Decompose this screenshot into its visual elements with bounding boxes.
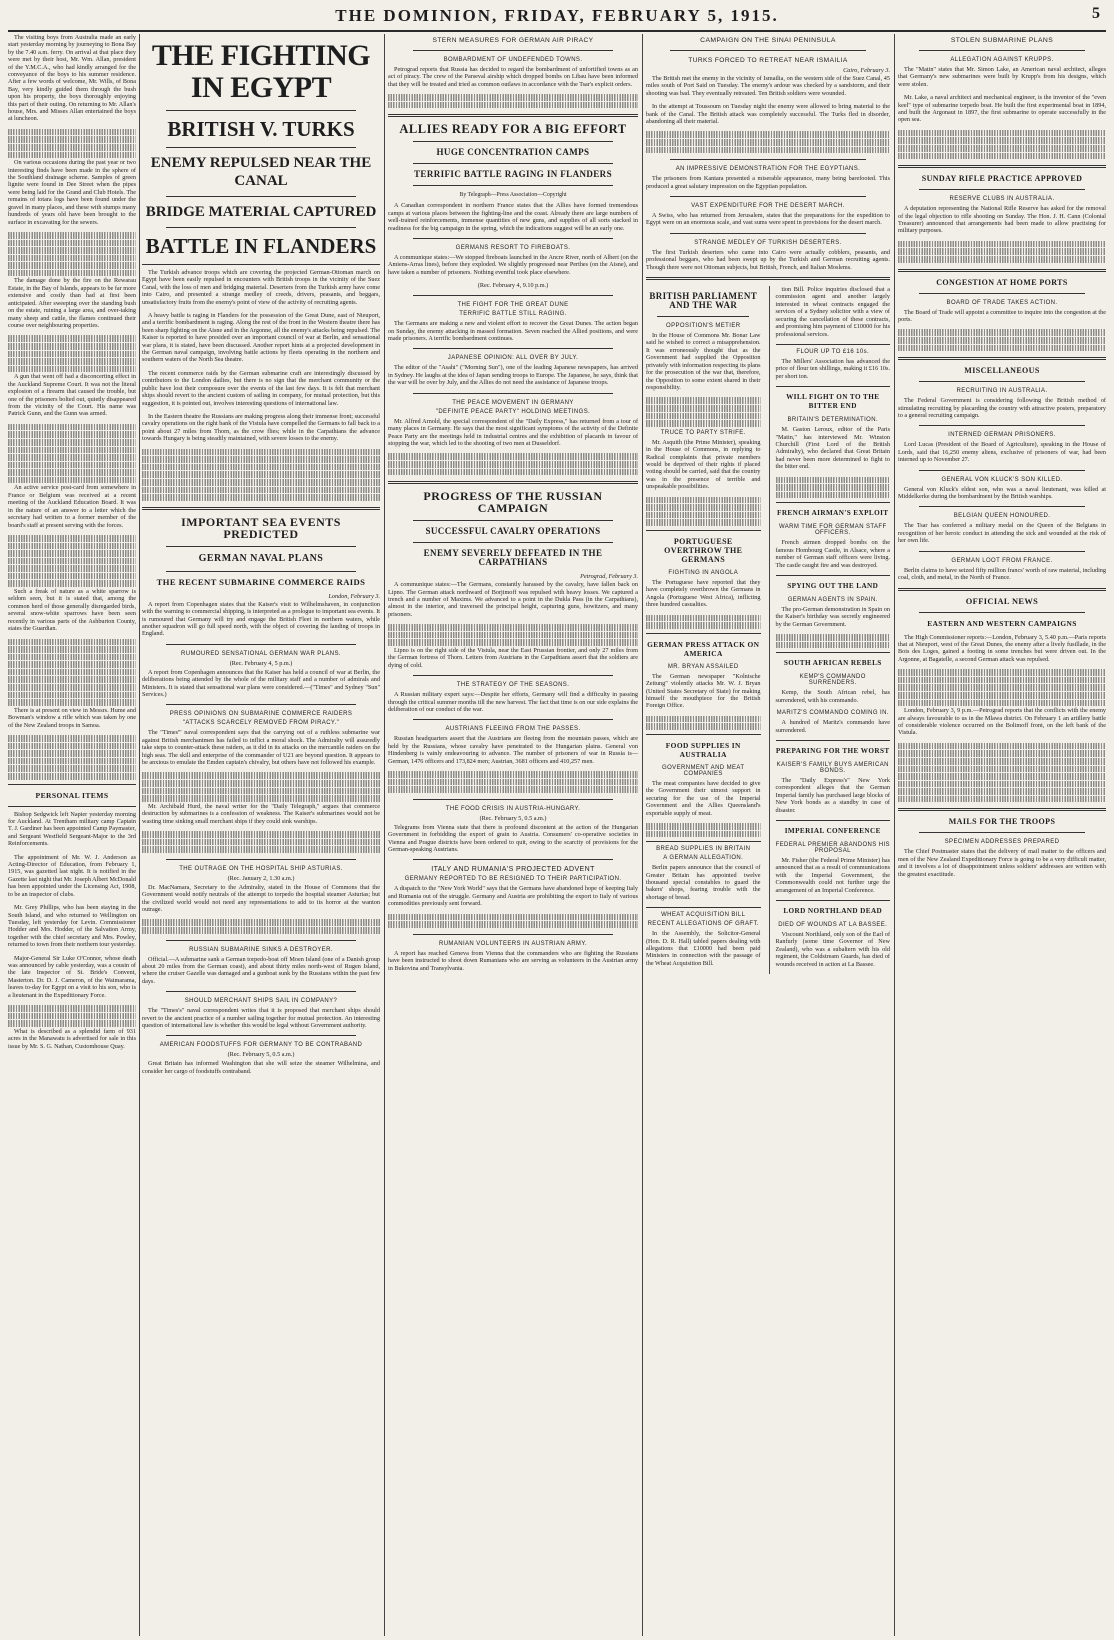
article-paragraph: Mr. Archibald Hurd, the naval writer for the "Daily Telegraph," argues that commerce destruction by submarines is a confession of weakness. The Kaiser's submarines would not be wasting time sinking small merchant ships if they could sink warships. bbox=[142, 802, 380, 825]
headline: IMPERIAL CONFERENCE bbox=[784, 827, 881, 836]
subheading: THE PEACE MOVEMENT IN GERMANY bbox=[452, 399, 574, 406]
article-paragraph: Great Britain has informed Washington that she will seize the steamer Wilhelmina, and consider her cargo of foodstuffs contraband. bbox=[142, 1060, 380, 1075]
headline: PROGRESS OF THE RUSSIAN CAMPAIGN bbox=[423, 489, 603, 516]
column-2 bbox=[142, 34, 380, 1636]
page-number: 5 bbox=[1092, 5, 1100, 22]
subheading: BELGIAN QUEEN HONOURED. bbox=[953, 513, 1051, 520]
subheading: KEMP'S COMMANDO SURRENDERS. bbox=[799, 674, 866, 687]
subheading: "DEFINITE PEACE PARTY" HOLDING MEETINGS. bbox=[435, 408, 591, 415]
subheading: THE FOOD CRISIS IN AUSTRIA-HUNGARY. bbox=[445, 805, 581, 812]
subheading: TRUCE TO PARTY STRIFE. bbox=[660, 429, 746, 436]
article-paragraph: In the attempt at Toussoum on Tuesday night the enemy were allowed to bring material to the bank of the Canal. The British attack was completely successful. The Turks fled in disorder, abandoning all their material. bbox=[646, 103, 890, 126]
article-paragraph: A communique states:—The Germans, constantly harassed by the cavalry, have fallen back on Lipno. The German attack northward of Borjimoff was repulsed with heavy losses. We captured a trench and a number of Maxims. We advanced to a point in the Dukla Pass (in the Carpathians), almost in the interior, and traversed the principal height, capturing guns, howitzers, and many prisoners. bbox=[388, 581, 638, 618]
subheading: MR. BRYAN ASSAILED bbox=[667, 663, 739, 670]
subheading: FEDERAL PREMIER ABANDONS HIS PROPOSAL bbox=[775, 842, 890, 855]
article-paragraph: On various occasions during the past year or two interesting finds have been made in the sphere of the Southland drainage scheme. Samples of green lignite were found in Dee Street when the pipes were being laid for the Grand and Club Hotels. The remains of totara logs have been found under the gravel in many places, and these with stumps many hundreds of years old have been brought to the surface in excavating for the sewers. bbox=[8, 159, 136, 226]
article-paragraph: Viscount Northland, only son of the Earl of Ranfurly (some time Governor of New Zealand), who was a subaltern with his old regiment, the Coldstream Guards, has died of wounds received in action at La Bassee. bbox=[775, 931, 890, 968]
article-paragraph: Russian headquarters assert that the Austrians are fleeing from the mountain passes, which are held by the Russians, whose cavalry have penetrated to the Hungarian plains. General von Hindenberg is vainly endeavouring to advance. The number of prisoners of war in Russia is—German, 1476 officers and 173,824 men; Austrian, 3681 officers and 410,257 men. bbox=[388, 735, 638, 765]
headline: LORD NORTHLAND DEAD bbox=[783, 907, 883, 916]
subheading: BOARD OF TRADE TAKES ACTION. bbox=[946, 299, 1058, 306]
article-paragraph: A Russian military expert says:—Despite her efforts, Germany will find a difficulty in passing through the critical summer months till the new harvest. The fact that time is on our side explains the deliberation of our conduct of the war. bbox=[388, 691, 638, 713]
column-5 bbox=[898, 34, 1106, 1636]
subheading: THE FIGHT FOR THE GREAT DUNE bbox=[457, 302, 569, 309]
article-paragraph: A hundred of Maritz's commando have surrendered. bbox=[775, 719, 890, 734]
masthead-rule bbox=[8, 30, 1106, 32]
subheading: CAMPAIGN ON THE SINAI PENINSULA bbox=[700, 37, 836, 44]
headline: BRITISH V. TURKS bbox=[167, 117, 355, 141]
article-paragraph: tion Bill. Police inquiries disclosed that a commission agent and another largely interested in wheat contracts engaged the services of a Sydney solicitor with a view of securing the cancellation of these contracts, and promising him payment of £10000 for his professional services. bbox=[775, 286, 890, 338]
subheading: BOMBARDMENT OF UNDEFENDED TOWNS. bbox=[443, 57, 583, 63]
article-paragraph: The British met the enemy in the vicinity of Ismailia, on the western side of the Suez Canal, 45 miles south of Port Said on Tuesday. The enemy's ardour was checked by a sandstorm, and their shooting was bad. They eventually retreated. Ten British soldiers were wounded. bbox=[646, 75, 890, 97]
article-paragraph: The Tsar has conferred a military medal on the Queen of the Belgians in recognition of her heroic conduct in attending the sick and wounded at the risk of her own life. bbox=[898, 522, 1106, 545]
subheading: ITALY AND RUMANIA'S PROJECTED ADVENT bbox=[431, 866, 595, 874]
received-date: (Rec. February 4, 5 p.m.) bbox=[229, 659, 293, 667]
article-paragraph: Telegrams from Vienna state that there is profound discontent at the action of the Hungarian Government in forbidding the export of grain to Austria. Consumers' co-operative societies in Vienna and Prague districts have been ordered to quit, owing to the scarcity of provisions for the German-speaking Austrians. bbox=[388, 823, 638, 853]
subheading: STOLEN SUBMARINE PLANS bbox=[950, 37, 1054, 44]
headline: MISCELLANEOUS bbox=[964, 366, 1040, 376]
subheading: THE OUTRAGE ON THE HOSPITAL SHIP ASTURIAS. bbox=[179, 865, 343, 872]
article-paragraph: The Chief Postmaster states that the delivery of mail matter to the officers and men of the New Zealand Expeditionary Force is going to be a very difficult matter, and it involves a lot of disappointment unless soldiers' addresses are written with the greatest exactitude. bbox=[898, 848, 1106, 878]
article-paragraph: An active service post-card from somewhere in France or Belgium was received at a recent meeting of the Auckland Education Board. It was in the nature of an answer to a letter which the secretary had written to a former member of the board's staff at present serving with the forces. bbox=[8, 484, 136, 529]
subheading: GERMAN LOOT FROM FRANCE. bbox=[951, 557, 1053, 564]
column-rule bbox=[642, 34, 643, 1636]
headline: FOOD SUPPLIES IN AUSTRALIA bbox=[665, 740, 741, 759]
headline: SOUTH AFRICAN REBELS bbox=[783, 659, 882, 668]
article-paragraph: Such a freak of nature as a white sparrow is seldom seen, but it is stated that, among the common herd of those generally disregarded birds, several snow-white sparrows have been seen recently in various parts of the Ashburton County, states the Guardian. bbox=[8, 588, 136, 633]
column-4-left bbox=[646, 286, 761, 974]
received-date: (Rec. February 5, 0.5 a.m.) bbox=[227, 1051, 295, 1059]
article-paragraph: In the Assembly, the Solicitor-General (Hon. D. R. Hall) tabled papers dealing with allegations that £10000 had been paid Ministers in connection with the passage of the Wheat Acquisition Bill. bbox=[646, 930, 761, 967]
subheading: VAST EXPENDITURE FOR THE DESERT MARCH. bbox=[691, 203, 845, 210]
subheading: STERN MEASURES FOR GERMAN AIR PIRACY bbox=[432, 37, 594, 44]
article-paragraph: The "Times's" naval correspondent writes that it is proposed that merchant ships should revert to the ancient practice of a number sailing together for mutual protection. An interesting question of international law is whether this would be legal without Government authority. bbox=[142, 1007, 380, 1029]
article-paragraph: The editor of the "Asahi" ("Morning Sun"), one of the leading Japanese newspapers, has arrived in Sydney. He laughs at the idea of Japan sending troops to Europe. The Japanese, he says, think that the war will be over by July, and the Allies do not need the assistance of Japanese troops. bbox=[388, 364, 638, 387]
article-paragraph: The damage done by the fire on the Rewarau Estate, in the Bay of Islands, appears to be far more extensive and costly than had at first been anticipated. After sweeping over the standing bush on the estate, ruining a large area, and over-taking many sheep and cattle, the flames continued their course over neighbouring properties. bbox=[8, 277, 136, 329]
article-paragraph: The visiting boys from Australia made an early start yesterday morning by journeying to Bona Bay by the 7.40 a.m. ferry. On arrival at that place they were met by their host, Mr. Wm. Allan, president of the Y.M.C.A., who had kindly arranged for the conveyance of the boys to his summer residence. After a few words of welcome, Mr. Wills, of Bona Bay, very kindly guided them through the bush upon his property, the boys thoroughly enjoying this part of their outing. On returning to Mr. Allan's house, Mrs. and Misses Allan entertained the boys at luncheon. bbox=[8, 34, 136, 123]
article-paragraph: General von Kluck's eldest son, who was a naval lieutenant, was killed at Middelkerke during the bombardment by the British warships. bbox=[898, 485, 1106, 501]
article-paragraph: A report has reached Geneva from Vienna that the commanders who are fighting the Russians have been instructed to shoot down Rumanians who are serving as volunteers in the Austrian army in Bukovina and Transylvania. bbox=[388, 949, 638, 972]
headline: TERRIFIC BATTLE RAGING IN FLANDERS bbox=[414, 169, 612, 180]
article-paragraph: There is at present on view in Messrs. Hume and Bowman's window a rifle which was taken by one of the New Zealand troops in Samoa. bbox=[8, 706, 136, 729]
subheading: A GERMAN ALLEGATION. bbox=[663, 855, 744, 862]
article-paragraph: Mr. Asquith (the Prime Minister), speaking in the House of Commons, in replying to Radical complaints that private members would be deprived of their rights if placed voting should be carried, said that the country was in the presence of terrible and unspeakable possibilities. bbox=[646, 438, 761, 491]
headline: BRIDGE MATERIAL CAPTURED bbox=[145, 204, 377, 220]
article-paragraph: In the House of Commons Mr. Bonar Law said he wished to correct a misapprehension. It was erroneously thought that as the Government had supplied the Opposition privately with information respecting its plans for the prosecution of the war that, therefore, the Opposition to some extent shared in their responsibility. bbox=[646, 332, 761, 391]
article-paragraph: Dr. MacNamara, Secretary to the Admiralty, stated in the House of Commons that the Government would notify neutrals of the attempt to torpedo the hospital steamer Asturias; but the civilized world would not need any representations to add to its horror at the wanton outrage. bbox=[142, 883, 380, 913]
press-credit: By Telegraph—Press Association—Copyright bbox=[459, 192, 567, 199]
article-paragraph: Mr. Alfred Arnold, the special correspondent of the "Daily Express," has returned from a tour of many places in Germany. He says that the most significant symptoms of the activity of the Definite Peace Party are the meetings held in industrial centres and the exhibition of placards in favour of stopping the war, which led to the shooting of two men at Dusseldorf. bbox=[388, 417, 638, 447]
subheading: THE STRATEGY OF THE SEASONS. bbox=[456, 682, 570, 689]
article-paragraph: Petrograd reports that Russia has decided to regard the bombardment of unfortified towns as an act of piracy. The crew of the Parseval airship which dropped bombs on Libau have been informed that they will be treated and tried as common outlaws in accordance with the Tsar's explicit orders. bbox=[388, 66, 638, 88]
dateline: Petrograd, February 3. bbox=[580, 573, 638, 581]
dateline: Cairo, February 3. bbox=[843, 67, 890, 74]
subheading: RESERVE CLUBS IN AUSTRALIA. bbox=[949, 196, 1055, 203]
received-date: (Rec. February 5, 0.5 a.m.) bbox=[479, 814, 547, 822]
subheading: FIGHTING IN ANGOLA bbox=[668, 569, 739, 576]
subheading: INTERNED GERMAN PRISONERS. bbox=[948, 432, 1056, 439]
headline: SUCCESSFUL CAVALRY OPERATIONS bbox=[425, 526, 601, 537]
masthead-title: THE DOMINION, FRIDAY, FEBRUARY 5, 1915. bbox=[335, 6, 779, 25]
article-paragraph: Berlin claims to have seized fifty million francs' worth of raw material, including coal, cloth, and metal, in the North of France. bbox=[898, 566, 1106, 582]
headline: MAILS FOR THE TROOPS bbox=[948, 817, 1056, 827]
headline: PREPARING FOR THE WORST bbox=[775, 747, 890, 755]
article-paragraph: Major-General Sir Luke O'Connor, whose death was announced by cable yesterday, was a cousin of the late Inspector of St. Bride's Convent, Masterton. Dr. D. J. Cameron, of the Waimarama, leaves to-day for Egypt on a visit to his son, who is a lieutenant in the Expeditionary Force. bbox=[8, 954, 136, 999]
article-paragraph: The Portuguese have reported that they have completely overthrown the Germans in Angola (Portuguese West Africa), inflicting three hundred casualties. bbox=[646, 578, 761, 609]
subheading: WHEAT ACQUISITION BILL bbox=[661, 912, 746, 919]
headline: FRENCH AIRMAN'S EXPLOIT bbox=[777, 509, 889, 518]
column-rule bbox=[384, 34, 385, 1636]
article-paragraph: The prisoners from Kantara presented a miserable appearance, many being barefooted. This produced a great salutary impression on the Egyptian population. bbox=[646, 175, 890, 190]
subheading: PRESS OPINIONS ON SUBMARINE COMMERCE RAIDERS bbox=[169, 711, 353, 718]
headline: HUGE CONCENTRATION CAMPS bbox=[436, 147, 590, 158]
subheading: GOVERNMENT AND MEAT COMPANIES bbox=[662, 764, 745, 777]
subheading: GENERAL VON KLUCK'S SON KILLED. bbox=[941, 476, 1063, 483]
subheading: SPECIMEN ADDRESSES PREPARED bbox=[944, 839, 1060, 846]
article-paragraph: A deputation representing the National Rifle Reserve has asked for the removal of the legal objection to rifle shooting on Sunday. The Hon. J. H. Cann (Colonial Treasurer) announced that arrangements had been made to allow practising for military purposes. bbox=[898, 205, 1106, 235]
article-paragraph: The German newspaper "Kolnische Zeitung" violently attacks Mr. W. J. Bryan (United States Secretary of State) for making himself the mouthpiece for the British Foreign Office. bbox=[646, 672, 761, 710]
subheading: STRANGE MEDLEY OF TURKISH DESERTERS. bbox=[694, 239, 842, 246]
subheading: RUMANIAN VOLUNTEERS IN AUSTRIAN ARMY. bbox=[438, 940, 588, 947]
article-paragraph: The "Daily Express's" New York correspondent alleges that the German Imperial family has purchased large blocks of New York bonds as a standby in case of disaster. bbox=[775, 777, 890, 814]
headline: ALLIES READY FOR A BIG EFFORT bbox=[399, 122, 627, 137]
article-paragraph: The "Times'" naval correspondent says that the carrying out of a ruthless submarine war against British merchantmen has failed to inflict a moral shock. The Admiralty will assuredly take steps to counter-attack these raiders, as it did in its attacks on the mercantile raiders on the high seas. The skill and enterprise of the commander of U21 are beyond question. It appears to be anxious to emulate the Emden captain's chivalry, but others have not followed his example. bbox=[142, 729, 380, 766]
article-paragraph: Bishop Sedgwick left Napier yesterday morning for Auckland. At Trentham military camp Captain T. J. Gardiner has been appointed Camp Paymaster, and Sergeant Westfield Sergeant-Major to the 3rd Reinforcements. bbox=[8, 810, 136, 848]
column-3 bbox=[388, 34, 638, 1636]
article-paragraph: M. Gaston Leroux, editor of the Paris "Matin," has interviewed Mr. Winston Churchill (First Lord of the British Admiralty), who declared that Great Britain had never been more determined to fight to the bitter end. bbox=[775, 426, 890, 471]
subheading: TERRIFIC BATTLE STILL RAGING. bbox=[459, 311, 567, 318]
subheading: RECENT ALLEGATIONS OF GRAFT. bbox=[647, 921, 759, 928]
article-paragraph: Mr. Lake, a naval architect and mechanical engineer, is the inventor of the "even keel" type of submarine torpedo boat. He built the first experimental boat in 1894, and built the Argonaut in 1897, the first submarine to operate successfully in the open sea. bbox=[898, 94, 1106, 124]
headline: SUNDAY RIFLE PRACTICE APPROVED bbox=[921, 174, 1083, 184]
subheading: AUSTRIANS FLEEING FROM THE PASSES. bbox=[445, 726, 581, 733]
article-paragraph: The recent commerce raids by the German submarine craft are interestingly discussed by contributors to the London dailies, but there is no sign that the merchant community or the public have lost their composure over the events of the last few days. It is felt that merchant ships should revert to the ancient custom of sailing in company, for mutual protection, but this suggestion, it is pointed out, involves interesting questions of international law. bbox=[142, 369, 380, 407]
subheading: BRITAIN'S DETERMINATION. bbox=[787, 417, 879, 424]
subheading: KAISER'S FAMILY BUYS AMERICAN BONDS. bbox=[776, 762, 889, 774]
subheading: SHOULD MERCHANT SHIPS SAIL IN COMPANY? bbox=[184, 998, 338, 1005]
headline: CONGESTION AT HOME PORTS bbox=[936, 277, 1068, 287]
headline: ENEMY REPULSED NEAR THE CANAL bbox=[150, 155, 372, 189]
article-paragraph: The Federal Government is considering following the British method of stimulating recruiting by placarding the country with attractive posters, preparatory to a general recruiting campaign. bbox=[898, 397, 1106, 420]
article-paragraph: Berlin papers announce that the council of Greater Britain has appointed twelve thousand special constables to guard the bakers' shops, fearing trouble with the shortage of bread. bbox=[646, 864, 761, 901]
subheading: AMERICAN FOODSTUFFS FOR GERMANY TO BE CONTRABAND bbox=[159, 1042, 363, 1049]
article-paragraph: The Millers' Association has advanced the price of flour ten shillings, making it £16 10s. per short ton. bbox=[775, 357, 890, 380]
article-paragraph: A dispatch to the "New York World" says that the Germans have abandoned hope of keeping Italy and Rumania out of the struggle. Germany and Austria are prohibiting the export to Italy of various commodities previously sent forward. bbox=[388, 885, 638, 908]
headline: SPYING OUT THE LAND bbox=[787, 581, 879, 590]
article-paragraph: The Germans are making a new and violent effort to recover the Great Dunes. The action began on Sunday, the enemy attacking in massed formation. Seven reached the Allied positions, and were made prisoners. A terrific bombardment continues. bbox=[388, 320, 638, 343]
subheading: GERMAN AGENTS IN SPAIN. bbox=[787, 596, 878, 603]
subheading: MARITZ'S COMMANDO COMING IN. bbox=[776, 710, 889, 717]
headline: IMPORTANT SEA EVENTS PREDICTED bbox=[181, 514, 341, 541]
column-4 bbox=[646, 34, 890, 1636]
article-paragraph: The pro-German demonstration in Spain on the Kaiser's birthday was secretly engineered by the German Government. bbox=[775, 605, 890, 628]
article-paragraph: Kemp, the South African rebel, has surrendered, with his commando. bbox=[775, 689, 890, 704]
article-paragraph: Mr. Fisher (the Federal Prime Minister) has announced that as a result of communications with the Imperial Government, the Commonwealth could not further urge the arrangement of an Imperial Conference. bbox=[775, 857, 890, 894]
article-paragraph: The Board of Trade will appoint a committee to inquire into the congestion at the ports. bbox=[898, 308, 1106, 324]
subheading: AN IMPRESSIVE DEMONSTRATION FOR THE EGYPTIANS. bbox=[675, 166, 861, 173]
subheading: DIED OF WOUNDS AT LA BASSEE. bbox=[778, 922, 888, 929]
headline: ENEMY SEVERELY DEFEATED IN THE CARPATHIANS bbox=[423, 548, 603, 568]
article-paragraph: A gun that went off had a disconcerting effect in the Auckland Supreme Court. It was not the literal explosion of a firearm that caused the trouble, but one of the prisoners bolted out, quietly disappeared from the vicinity of the Court. His name was Patrick Gunn, and the Gunn was armed. bbox=[8, 373, 136, 418]
section-heading: PERSONAL ITEMS bbox=[35, 790, 109, 800]
article-paragraph: The High Commissioner reports:—London, February 3, 5.40 p.m.—Paris reports that at Nieuport, west of the Great Dunes, the enemy after a lively fusillade, in the Bois des Loges, gained a footing in some trenches but were driven out. In the Argonne, at Bagatelle, a second German attack was repulsed. bbox=[898, 633, 1106, 663]
subheading: ALLEGATION AGAINST KRUPPS. bbox=[950, 57, 1054, 63]
headline: BRITISH PARLIAMENT AND THE WAR bbox=[649, 291, 758, 311]
column-rule bbox=[894, 34, 895, 1636]
article-paragraph: A heavy battle is raging in Flanders for the possession of the Great Dune, east of Nieuport, and a terrific bombardment is raging. Along the rest of the front in the Western theatre there has been sharp fighting on the Aisne and in the Argonne, all the enemy's attacks being repulsed. The Kaiser is reported to have presided over an important council of war at Berlin, and sensational war plans, it is stated, have been discussed. Another report hints at a projected development in the German naval campaign, involving battle actions by fleets operating in the northern and southern waters of the North Sea theatre. bbox=[142, 312, 380, 364]
article-paragraph: London, February 3, 9 p.m.—Petrograd reports that the conflicts with the enemy are always favourable to us in the Mlawa district. On February 1 an artillery battle of considerable violence occurred on the Bolimoff front, on the left bank of the Vistula. bbox=[898, 707, 1106, 737]
article-paragraph: A Canadian correspondent in northern France states that the Allies have formed tremendous camps at various places between the fighting-line and the coast. Already there are large numbers of well-trained reinforcements, immense quantities of new guns, and supplies of all sorts stacked in readiness for the big campaign in the spring, which the indications suggest will be an early one. bbox=[388, 202, 638, 232]
article-paragraph: Lipno is on the right side of the Vistula, near the East Prussian frontier, and only 27 miles from the German fortress of Thorn. Letters from Austrians in the Carpathians assert that the soldiers are dying of cold. bbox=[388, 646, 638, 669]
article-paragraph: French airmen dropped bombs on the famous Hombourg Castle, in Alsace, where a number of German staff officers were living. The castle caught fire and was destroyed. bbox=[775, 539, 890, 569]
headline: PORTUGUESE OVERTHROW THE GERMANS bbox=[664, 536, 743, 564]
headline: BATTLE IN FLANDERS bbox=[145, 234, 377, 258]
article-paragraph: A Swiss, who has returned from Jerusalem, states that the preparations for the expedition to Egypt were on an enormous scale, and vast sums were spent in provisions for the desert march. bbox=[646, 212, 890, 227]
subheading: RECRUITING IN AUSTRALIA. bbox=[956, 388, 1048, 395]
article-paragraph: In the Eastern theatre the Russians are making progress along their immense front; successful cavalry operations on the right bank of the Vistula have compelled the Germans to fall back to a point about 27 miles from Thorn, as the crow flies; while in the Carpathians the advance towards Hungary is being steadily maintained, with severe losses to the enemy. bbox=[142, 412, 380, 443]
headline: THE FIGHTING IN EGYPT bbox=[151, 39, 371, 104]
received-date: (Rec. February 4, 9.10 p.m.) bbox=[477, 282, 549, 290]
dateline: London, February 3. bbox=[328, 592, 380, 600]
masthead bbox=[0, 0, 1114, 34]
article-paragraph: The Turkish advance troops which are covering the projected German-Ottoman march on Egypt have been easily repulsed in encounters with British troops in the vicinity of the Suez Canal, with the loss of men and bridging material. Deserters from the Turkish army have come into Cairo, and presented a strange medley of creeds, drivers, peasants, and beggars, unsatisfactory fruits from the enemy's point of view of the activity of recruiting agents. bbox=[142, 269, 380, 306]
article-paragraph: A communique states:—We stopped fireboats launched in the Ancre River, north of Albert (on the Amiens-Arras lines), before they exploded. We slightly progressed near Perthes (on the Aisne), and have taken a number of prisoners. Nothing eventful took place elsewhere. bbox=[388, 254, 638, 276]
received-date: (Rec. January 2, 1.30 a.m.) bbox=[227, 874, 295, 882]
column-4-right bbox=[769, 286, 891, 974]
subheading: OPPOSITION'S METIER bbox=[666, 323, 741, 330]
subheading: WARM TIME FOR GERMAN STAFF OFFICERS. bbox=[778, 524, 887, 537]
article-paragraph: The appointment of Mr. W. J. Anderson as Acting-Director of Education, from February 1, 1915, was gazetted last night. It is notified in the Gazette last night that Mr. Joseph Albert McDonald has been appointed under the Licensing Act, 1908, to be an inspector of clubs. bbox=[8, 853, 136, 898]
article-paragraph: A report from Copenhagen states that the Kaiser's visit to Wilhelmshaven, in conjunction with the warning to commercial shipping, is interpreted as a prologue to important sea events. It is rumoured that Germany will try and engage the British Fleet in northern waters, while another squadron will go full speed north, with the object of covering the landing of troops in England. bbox=[142, 600, 380, 638]
article-paragraph: A report from Copenhagen announces that the Kaiser has held a council of war at Berlin, the deliberations being attended by the whole of the military staff and a number of admirals and Ministers. It is stated that sensational war plans were considered.—("Times" and Sydney "Sun" Services.) bbox=[142, 668, 380, 698]
column-rule bbox=[139, 34, 140, 1636]
article-paragraph: What is described as a splendid farm of 931 acres in the Manawatu is advertised for sale in this issue by Mr. S. G. Nathan, Customhouse Quay. bbox=[8, 1027, 136, 1050]
article-paragraph: The "Matin" states that Mr. Simon Lake, an American naval architect, alleges that Germany's new submarines were built by Krupp's from his designs, which were stolen. bbox=[898, 66, 1106, 88]
headline: GERMAN PRESS ATTACK ON AMERICA bbox=[647, 639, 760, 658]
subheading: "ATTACKS SCARCELY REMOVED FROM PIRACY." bbox=[182, 720, 340, 727]
article-paragraph: Lord Lucas (President of the Board of Agriculture), speaking in the House of Lords, said that 16,250 enemy aliens, exclusive of prisoners of war, had been interned up to November 27. bbox=[898, 441, 1106, 464]
article-paragraph: Official.—A submarine sank a German torpedo-boat off Moen Island (one of a Danish group about 20 miles from the German coast), and about thirty miles north-west of Rugen Island, where the cruiser Gazelle was damaged and a gunboat sunk by the Russians within the past few days. bbox=[142, 955, 380, 985]
subheading: BREAD SUPPLIES IN BRITAIN bbox=[656, 846, 751, 853]
subheading: GERMANS RESORT TO FIREBOATS. bbox=[455, 245, 571, 252]
subheading: RUMOURED SENSATIONAL GERMAN WAR PLANS. bbox=[181, 650, 341, 657]
headline: GERMAN NAVAL PLANS bbox=[198, 552, 324, 564]
subheading: TURKS FORCED TO RETREAT NEAR ISMAILIA bbox=[688, 57, 848, 64]
headline: WILL FIGHT ON TO THE BITTER END bbox=[786, 393, 880, 411]
subheading: RUSSIAN SUBMARINE SINKS A DESTROYER. bbox=[189, 946, 333, 953]
headline: THE RECENT SUBMARINE COMMERCE RAIDS bbox=[156, 576, 366, 587]
subheading: JAPANESE OPINION: ALL OVER BY JULY. bbox=[447, 355, 579, 362]
article-paragraph: Mr. Grey Phillips, who has been staying in the South Island, and who returned to Wellington on Tuesday, left yesterday for Levin. Commissioner Hodder and Mrs. Hodder, of the Salvation Army, together with the chief secretary and Mrs. Powley, returned to town from their northern tour yesterday. bbox=[8, 904, 136, 949]
article-paragraph: The meat companies have decided to give the Government their utmost support in securing for the use of the Imperial Government and the Allies Queensland's exportable supply of meat. bbox=[646, 779, 761, 817]
article-paragraph: The first Turkish deserters who came into Cairo were actually cobblers, peasants, and professional beggars, who had been swept up by the Turkish and German recruiting agents. Though there were not Ottoman subjects, but British, French, and Italian Moslems. bbox=[646, 248, 890, 271]
headline: EASTERN AND WESTERN CAMPAIGNS bbox=[927, 618, 1077, 628]
headline: OFFICIAL NEWS bbox=[965, 596, 1039, 606]
subheading: FLOUR UP TO £16 10s. bbox=[796, 348, 870, 355]
column-1 bbox=[8, 34, 136, 1636]
subheading: GERMANY REPORTED TO BE RESIGNED TO THEIR PARTICIPATION. bbox=[404, 876, 622, 883]
